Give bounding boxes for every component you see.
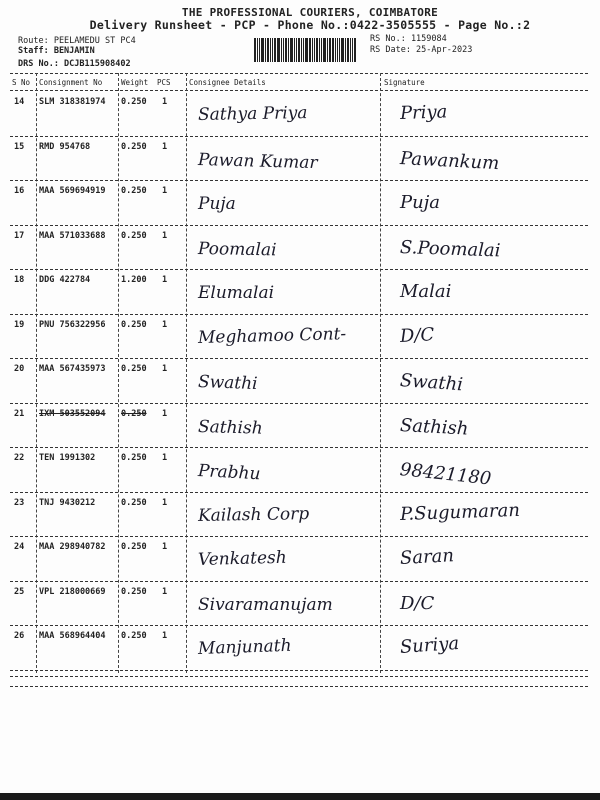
row-weight: 0.250 — [121, 586, 147, 597]
row-divider — [10, 136, 588, 137]
table-bottom-border — [10, 676, 588, 677]
row-pcs: 1 — [162, 186, 168, 196]
row-pcs: 1 — [162, 141, 168, 152]
row-sno: 23 — [14, 497, 25, 508]
row-weight: 0.250 — [121, 453, 147, 463]
row-weight: 0.250 — [121, 497, 147, 508]
table-top-border — [10, 73, 588, 74]
row-sno: 17 — [14, 230, 25, 241]
col-header-pcs: PCS — [157, 78, 171, 87]
row-signature-handwritten: Swathi — [399, 370, 464, 396]
row-weight: 0.250 — [121, 408, 147, 419]
barcode-bar — [339, 38, 340, 62]
barcode-bar — [296, 38, 297, 62]
rs-date: RS Date: 25-Apr-2023 — [370, 45, 473, 55]
row-divider — [10, 625, 588, 626]
row-consignee-handwritten: Meghamoo Cont- — [197, 323, 347, 348]
row-sno: 19 — [14, 319, 25, 330]
row-pcs: 1 — [162, 97, 168, 107]
drs-number: DRS No.: DCJB115908402 — [18, 59, 131, 69]
barcode-bar — [272, 38, 273, 62]
row-pcs: 1 — [162, 497, 168, 508]
row-divider — [10, 225, 588, 226]
row-signature-handwritten: Sathish — [399, 414, 469, 440]
barcode-bar — [257, 38, 258, 62]
barcode-bar — [283, 38, 284, 62]
row-consignment-number: MAA 568964404 — [39, 631, 106, 641]
barcode-bar — [294, 38, 295, 62]
barcode-bar — [259, 38, 260, 62]
barcode-bar — [261, 38, 264, 62]
row-consignee-handwritten: Kailash Corp — [197, 503, 310, 526]
row-divider — [10, 670, 588, 671]
barcode-bar — [350, 38, 351, 62]
barcode-bar — [254, 38, 256, 62]
barcode-bar — [341, 38, 344, 62]
col-divider — [380, 73, 381, 673]
barcode-bar — [323, 38, 326, 62]
row-divider — [10, 492, 588, 493]
row-signature-handwritten: Pawankum — [399, 147, 500, 174]
row-consignee-handwritten: Manjunath — [197, 635, 292, 659]
row-consignee-handwritten: Swathi — [197, 372, 258, 395]
barcode-bar — [285, 38, 287, 62]
barcode-bar — [354, 38, 356, 62]
barcode-bar — [281, 38, 282, 62]
row-weight: 0.250 — [121, 230, 147, 241]
row-weight: 0.250 — [121, 319, 147, 330]
barcode-bar — [274, 38, 276, 62]
row-weight: 1.200 — [121, 275, 147, 285]
row-divider — [10, 314, 588, 315]
row-divider — [10, 269, 588, 270]
row-consignee-handwritten: Sivaramanujam — [198, 594, 333, 615]
barcode-bar — [309, 38, 311, 62]
col-divider — [186, 73, 187, 673]
barcode-bar — [332, 38, 334, 62]
row-pcs: 1 — [162, 319, 168, 330]
row-pcs: 1 — [162, 275, 168, 285]
rs-number: RS No.: 1159084 — [370, 34, 447, 44]
row-sno: 14 — [14, 97, 25, 107]
row-signature-handwritten: Priya — [399, 101, 448, 124]
row-sno: 15 — [14, 141, 25, 152]
row-consignment-number: PNU 756322956 — [39, 319, 106, 330]
barcode-bar — [265, 38, 266, 62]
staff-label: Staff: BENJAMIN — [18, 46, 95, 56]
row-consignment-number: SLM 318381974 — [39, 97, 106, 107]
row-consignment-number: IXM 503552094 — [39, 408, 106, 419]
route-label: Route: PEELAMEDU ST PC4 — [18, 36, 136, 46]
row-signature-handwritten: Malai — [400, 281, 452, 302]
row-signature-handwritten: D/C — [399, 323, 435, 347]
col-header-signature: Signature — [384, 78, 425, 87]
row-pcs: 1 — [162, 542, 168, 552]
row-divider — [10, 180, 588, 181]
row-divider — [10, 581, 588, 582]
table-bottom-border — [10, 686, 588, 687]
company-title: THE PROFESSIONAL COURIERS, COIMBATORE — [181, 6, 439, 19]
row-sno: 16 — [14, 186, 25, 196]
row-sno: 20 — [14, 364, 25, 374]
barcode-bar — [312, 38, 313, 62]
row-consignee-handwritten: Sathya Priya — [197, 103, 308, 125]
row-consignment-number: MAA 571033688 — [39, 230, 106, 241]
row-signature-handwritten: D/C — [400, 592, 435, 614]
barcode-bar — [298, 38, 300, 62]
barcode-bar — [288, 38, 289, 62]
runsheet-title: Delivery Runsheet - PCP - Phone No.:0422-3505555 - Page No.:2 — [89, 18, 531, 32]
row-divider — [10, 447, 588, 448]
row-consignment-number: TEN 1991302 — [39, 453, 96, 463]
table-header-border — [10, 90, 588, 91]
row-weight: 0.250 — [121, 364, 147, 374]
row-signature-handwritten: Suriya — [399, 632, 460, 658]
barcode-bar — [270, 38, 271, 62]
barcode-bar — [352, 38, 353, 62]
barcode-bar — [314, 38, 315, 62]
col-header-weight: Weight — [121, 78, 149, 87]
barcode-bar — [277, 38, 280, 62]
row-consignee-handwritten: Venkatesh — [197, 547, 287, 570]
row-signature-handwritten: Puja — [400, 192, 441, 213]
row-consignee-handwritten: Poomalai — [197, 238, 277, 260]
barcode-bar — [267, 38, 269, 62]
col-divider — [118, 73, 119, 673]
barcode-bar — [329, 38, 331, 62]
row-weight: 0.250 — [121, 631, 147, 641]
row-consignee-handwritten: Elumalai — [198, 283, 275, 303]
row-consignment-number: MAA 569694919 — [39, 186, 106, 196]
barcode-bar — [316, 38, 318, 62]
col-divider — [36, 73, 37, 673]
row-sno: 25 — [14, 586, 25, 597]
row-consignee-handwritten: Prabhu — [197, 461, 261, 485]
barcode-bar — [321, 38, 322, 62]
row-divider — [10, 403, 588, 404]
barcode-bar — [337, 38, 338, 62]
barcode-bar — [305, 38, 308, 62]
row-sno: 26 — [14, 631, 25, 641]
row-consignee-handwritten: Sathish — [197, 416, 263, 439]
row-consignment-number: DDG 422784 — [39, 275, 91, 285]
barcode-bar — [303, 38, 304, 62]
row-consignee-handwritten: Pawan Kumar — [197, 149, 318, 173]
row-weight: 0.250 — [121, 542, 147, 552]
row-weight: 0.250 — [121, 97, 147, 107]
row-consignment-number: VPL 218000669 — [39, 586, 106, 597]
barcode-bar — [290, 38, 293, 62]
scan-edge — [0, 793, 600, 800]
barcode-bar — [347, 38, 349, 62]
row-signature-handwritten: 98421180 — [398, 459, 493, 490]
row-pcs: 1 — [162, 586, 168, 597]
row-divider — [10, 358, 588, 359]
row-consignment-number: RMD 954768 — [39, 141, 91, 152]
row-signature-handwritten: P.Sugumaran — [399, 499, 521, 525]
barcode — [254, 38, 362, 62]
row-consignee-handwritten: Puja — [198, 194, 236, 214]
barcode-bar — [335, 38, 336, 62]
row-pcs: 1 — [162, 408, 168, 419]
row-sno: 18 — [14, 275, 25, 285]
row-signature-handwritten: S.Poomalai — [399, 236, 501, 262]
row-consignment-number: MAA 298940782 — [39, 542, 106, 552]
barcode-bar — [319, 38, 320, 62]
row-pcs: 1 — [162, 230, 168, 241]
row-sno: 22 — [14, 453, 25, 463]
row-pcs: 1 — [162, 453, 168, 463]
col-header-consignee: Consignee Details — [189, 78, 266, 87]
row-signature-handwritten: Saran — [399, 545, 455, 569]
barcode-bar — [345, 38, 346, 62]
barcode-bar — [327, 38, 328, 62]
row-weight: 0.250 — [121, 141, 147, 152]
row-divider — [10, 536, 588, 537]
row-consignment-number: MAA 567435973 — [39, 364, 106, 374]
col-header-sno: S No — [12, 78, 31, 87]
row-sno: 24 — [14, 542, 25, 552]
row-consignment-number: TNJ 9430212 — [39, 497, 96, 508]
row-weight: 0.250 — [121, 186, 147, 196]
barcode-bar — [301, 38, 302, 62]
row-pcs: 1 — [162, 364, 168, 374]
row-sno: 21 — [14, 408, 25, 419]
col-header-consignment: Consignment No — [39, 78, 103, 87]
row-pcs: 1 — [162, 631, 168, 641]
